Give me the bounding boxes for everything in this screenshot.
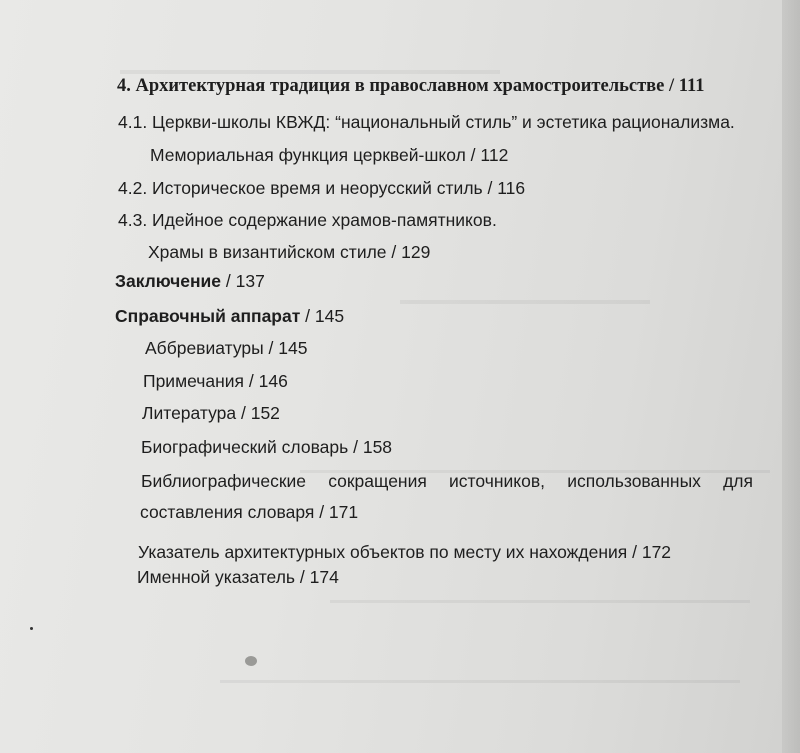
toc-section-4-3-line1: 4.3. Идейное содержание храмов-памятников. [118, 210, 497, 230]
paper-stain [245, 656, 257, 666]
ink-speck [30, 627, 33, 630]
toc-bio-dictionary: Биографический словарь / 158 [141, 437, 393, 457]
toc-section-4-2: 4.2. Историческое время и неорусский стиль / 116 [118, 178, 526, 198]
toc-section-4-3-line2: Храмы в византийском стиле / 129 [148, 242, 431, 262]
toc-chapter-4: 4. Архитектурная традиция в православном храмостроительстве / 111 [117, 76, 705, 96]
toc-conclusion [115, 271, 265, 292]
toc-conclusion-label: Заключение [115, 271, 222, 291]
toc-name-index: Именной указатель / 174 [137, 567, 339, 587]
toc-section-4-1-line2: Мемориальная функция церквей-школ / 112 [150, 145, 509, 165]
toc-biblio-line1 [141, 471, 753, 492]
biblio-word: использованных [567, 471, 701, 491]
toc-apparatus [115, 306, 344, 327]
biblio-word: для [723, 471, 753, 491]
toc-section-4-1-line1: 4.1. Церкви-школы КВЖД: “национальный стиль” и эстетика рационализма. [118, 112, 735, 132]
toc-abbreviations: Аббревиатуры / 145 [145, 338, 308, 358]
toc-architecture-index: Указатель архитектурных объектов по месту их нахождения / 172 [138, 542, 672, 562]
toc-biblio-line2: составления словаря / 171 [140, 502, 359, 522]
biblio-word: Библиографические [141, 471, 307, 491]
toc-literature: Литература / 152 [142, 403, 280, 423]
toc-conclusion-page: / 137 [221, 271, 265, 291]
biblio-word: сокращения [328, 471, 427, 491]
toc-notes: Примечания / 146 [143, 371, 288, 391]
toc-apparatus-label: Справочный аппарат [115, 306, 301, 326]
page-edge [782, 0, 800, 753]
biblio-word: источников, [449, 471, 546, 491]
toc-apparatus-page: / 145 [300, 306, 345, 326]
